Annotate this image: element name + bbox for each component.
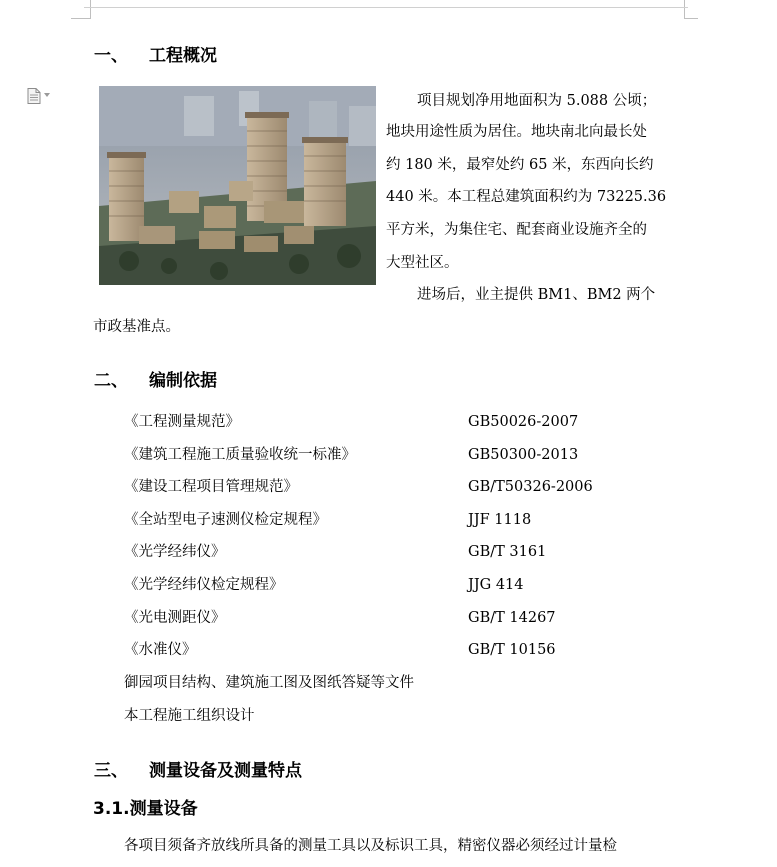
reference-title: 《全站型电子速测仪检定规程》 (124, 512, 327, 528)
reference-extra-drawings: 御园项目结构、建筑施工图及图纸答疑等文件 (124, 675, 414, 691)
reference-code: GB/T 10156 (468, 642, 556, 658)
equipment-paragraph: 各项目须备齐放线所具备的测量工具以及标识工具，精密仪器必须经过计量检 (124, 838, 617, 854)
benchmark-line-1: 进场后，业主提供 BM1、BM2 两个 (417, 287, 656, 303)
reference-code: JJG 414 (468, 577, 524, 593)
reference-code: GB/T 3161 (468, 544, 547, 560)
reference-title: 《水准仪》 (124, 642, 197, 658)
reference-extra-org-design: 本工程施工组织设计 (124, 708, 255, 724)
chevron-down-icon[interactable] (44, 93, 50, 97)
reference-row (124, 541, 724, 563)
reference-code: GB/T 14267 (468, 610, 556, 626)
reference-code: JJF 1118 (468, 512, 532, 528)
reference-title: 《光电测距仪》 (124, 610, 226, 626)
header-rule (84, 7, 688, 8)
reference-code: GB50300-2013 (468, 447, 579, 463)
margin-mark-top-left-h (71, 18, 91, 19)
reference-title: 《光学经纬仪》 (124, 544, 226, 560)
reference-row (124, 574, 724, 596)
reference-row (124, 444, 724, 466)
overview-line-4: 440 米。本工程总建筑面积约为 73225.36 (386, 189, 667, 205)
reference-title: 《建设工程项目管理规范》 (124, 479, 298, 495)
reference-code: GB50026-2007 (468, 414, 579, 430)
overview-line-5: 平方米，为集住宅、配套商业设施齐全的 (386, 222, 647, 238)
section-3-title: 测量设备及测量特点 (149, 761, 302, 781)
overview-line-3: 约 180 米，最窄处约 65 米，东西向长约 (386, 157, 654, 173)
reference-row (124, 639, 724, 661)
section-3-number: 三、 (94, 761, 128, 781)
reference-title: 《工程测量规范》 (124, 414, 240, 430)
reference-row (124, 607, 724, 629)
section-1-title: 工程概况 (149, 46, 217, 66)
section-2-title: 编制依据 (149, 371, 217, 391)
margin-mark-top-right-h (684, 18, 698, 19)
project-rendering-image (99, 86, 376, 285)
section-1-number: 一、 (94, 46, 128, 66)
reference-title: 《光学经纬仪检定规程》 (124, 577, 284, 593)
reference-row (124, 411, 724, 433)
reference-code: GB/T50326-2006 (468, 479, 593, 495)
margin-mark-top-right-v (684, 0, 685, 19)
subsection-3-1-heading: 3.1.测量设备 (93, 799, 198, 819)
overview-line-6: 大型社区。 (386, 255, 459, 271)
document-icon[interactable] (27, 88, 41, 104)
section-2-number: 二、 (94, 371, 128, 391)
overview-line-2: 地块用途性质为居住。地块南北向最长处 (386, 124, 647, 140)
reference-title: 《建筑工程施工质量验收统一标准》 (124, 447, 356, 463)
overview-line-1: 项目规划净用地面积为 5.088 公顷； (417, 93, 657, 109)
margin-mark-top-left-v (90, 0, 91, 19)
benchmark-line-2: 市政基准点。 (93, 319, 180, 335)
reference-row (124, 476, 724, 498)
reference-row (124, 509, 724, 531)
